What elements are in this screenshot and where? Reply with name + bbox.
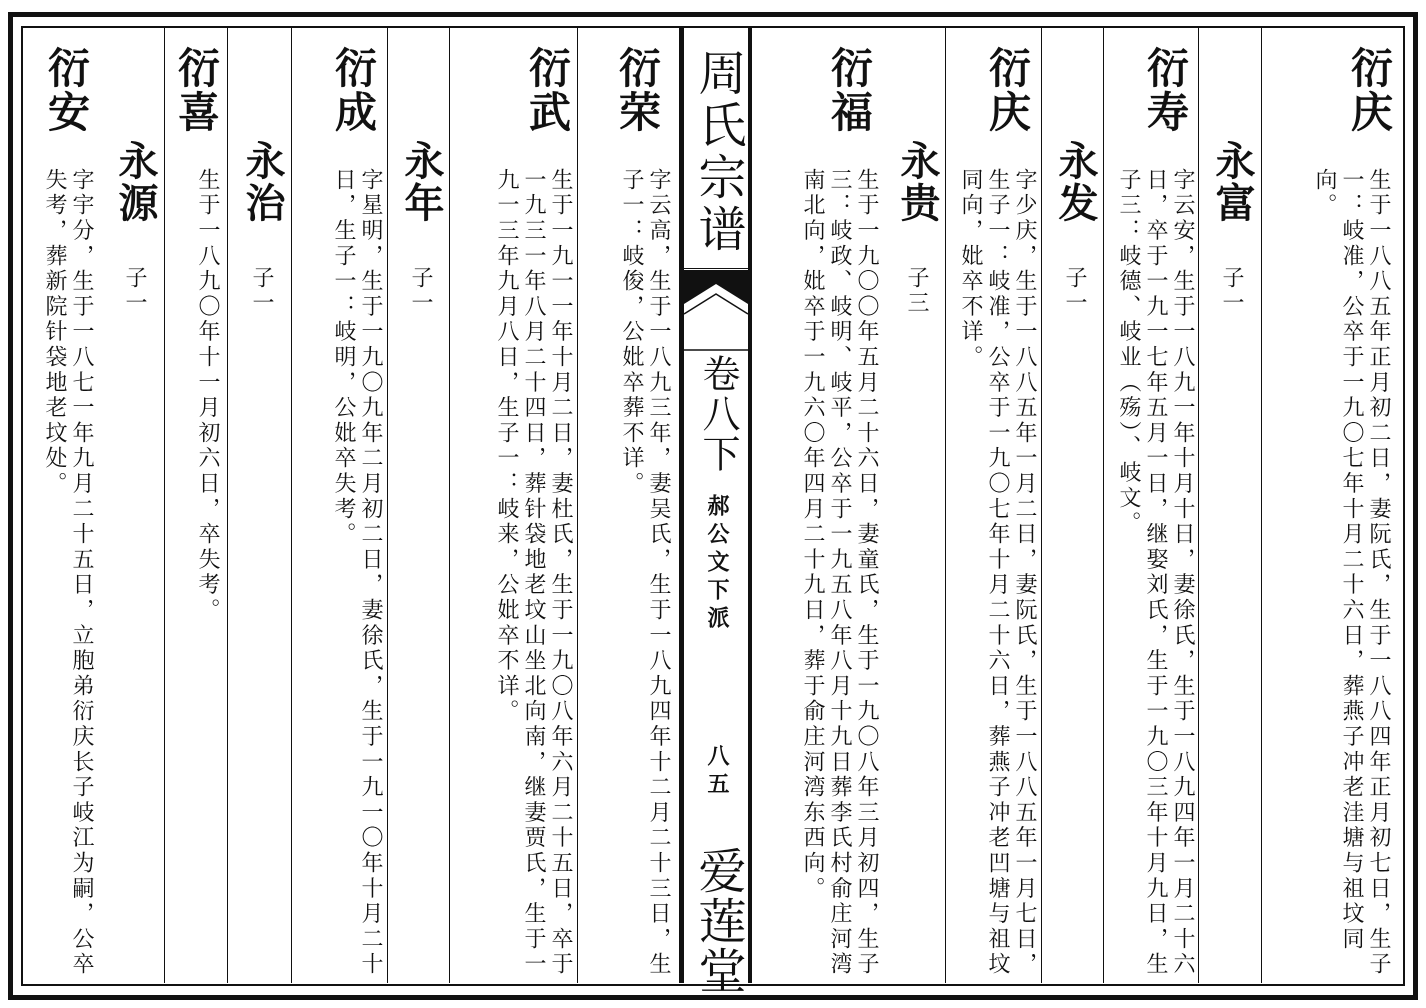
entry-column: [292, 28, 388, 983]
children-count: 子一: [1062, 266, 1087, 316]
entry-name: 衍安: [42, 46, 91, 134]
generation-column: [884, 28, 946, 983]
generation-column: [1042, 28, 1104, 983]
entry-column: [165, 28, 228, 983]
entry-name: 衍庆: [1345, 46, 1394, 134]
generation-name: 永富: [1209, 140, 1256, 224]
entry-text: 字星明，生于一九〇九年二月初二日，妻徐氏，生于一九一〇年十月二十日，生子一：岐明，公妣卒失考。: [331, 168, 383, 978]
children-count: 子一: [122, 266, 147, 316]
entry-column: [1104, 28, 1199, 983]
children-count: 子一: [408, 266, 433, 316]
entry-text: 字云高，生于一八九三年，妻吴氏，生于一八九四年十二月二十三日，生子一：岐俊，公妣卒葬不详。: [619, 168, 671, 978]
entry-name: 衍庆: [983, 46, 1032, 134]
entry-text: 生于一九一一年十月二日，妻杜氏，生于一九〇八年六月二十五日，卒于一九三一年八月二十四日，葬针袋地老坟山坐北向南，继妻贾氏，生于一九一三年九月八日，生子一：岐来，公妣卒不详。: [494, 168, 573, 978]
generation-name: 永年: [398, 140, 445, 224]
genealogy-title: 周氏宗谱: [690, 48, 746, 256]
generation-column: [388, 28, 450, 983]
generation-name: 永治: [239, 140, 286, 224]
entry-name: 衍福: [825, 46, 874, 134]
children-count: 子三: [904, 266, 929, 316]
entry-column: [23, 28, 100, 983]
generation-column: [228, 28, 292, 983]
entry-text: 生于一九〇〇年五月二十六日，妻童氏，生于一九〇八年三月初四，生子三：岐政、岐明、岐平，公卒于一九五八年八月十九日葬李氏村俞庄河湾南北向，妣卒于一九六〇年四月二十九日，葬于俞庄河湾东西向。: [800, 168, 879, 978]
entry-column: [946, 28, 1042, 983]
generation-name: 永贵: [894, 140, 941, 224]
entry-text: 生于一八八五年正月初二日，妻阮氏，生于一八八四年正月初七日，生子一：岐准，公卒于一九〇七年十月二十六日，葬燕子冲老洼塘与祖坟同向。: [1312, 168, 1391, 978]
hall-name: 爱莲堂: [690, 846, 746, 996]
children-count: 子一: [1219, 266, 1244, 316]
entry-column: [752, 28, 884, 983]
page-number: 八五: [704, 744, 730, 800]
volume-label: 卷八下: [696, 354, 740, 474]
entry-text: 字宇分，生于一八七一年九月二十五日，立胞弟衍庆长子岐江为嗣，公卒失考，葬新院针袋地老坟处。: [42, 168, 94, 978]
entry-name: 衍成: [329, 46, 378, 134]
generation-name: 永发: [1052, 140, 1099, 224]
entry-column: [450, 28, 578, 983]
entry-text: 字少庆，生于一八八五年一月二日，妻阮氏，生于一八八五年一月七日，生子一：岐准，公卒于一九〇七年十月二十六日，葬燕子冲老凹塘与祖坟同向，妣卒不详。: [958, 168, 1037, 978]
entry-name: 衍武: [523, 46, 572, 134]
generation-name: 永源: [112, 140, 159, 224]
branch-label: 郝公文下派: [704, 494, 730, 634]
fishtail-mark-icon: [684, 270, 748, 352]
book-spine: [680, 28, 752, 996]
entry-text: 生于一八九〇年十一月初六日，卒失考。: [195, 168, 220, 624]
entry-text: 字云安，生于一八九一年十月十日，妻徐氏，生于一八九四年一月二十六日，卒于一九一七年五月一日，继娶刘氏，生于一九〇三年十月九日，生子三：岐德、岐业（殇）、岐文。: [1116, 168, 1195, 978]
generation-column: [1199, 28, 1262, 983]
entry-name: 衍喜: [172, 46, 221, 134]
spine-divider: [684, 268, 748, 269]
entry-column: [578, 28, 680, 983]
entry-name: 衍寿: [1141, 46, 1190, 134]
generation-column: [100, 28, 165, 983]
children-count: 子一: [249, 266, 274, 316]
entry-column: [1262, 28, 1405, 983]
entry-name: 衍荣: [613, 46, 662, 134]
